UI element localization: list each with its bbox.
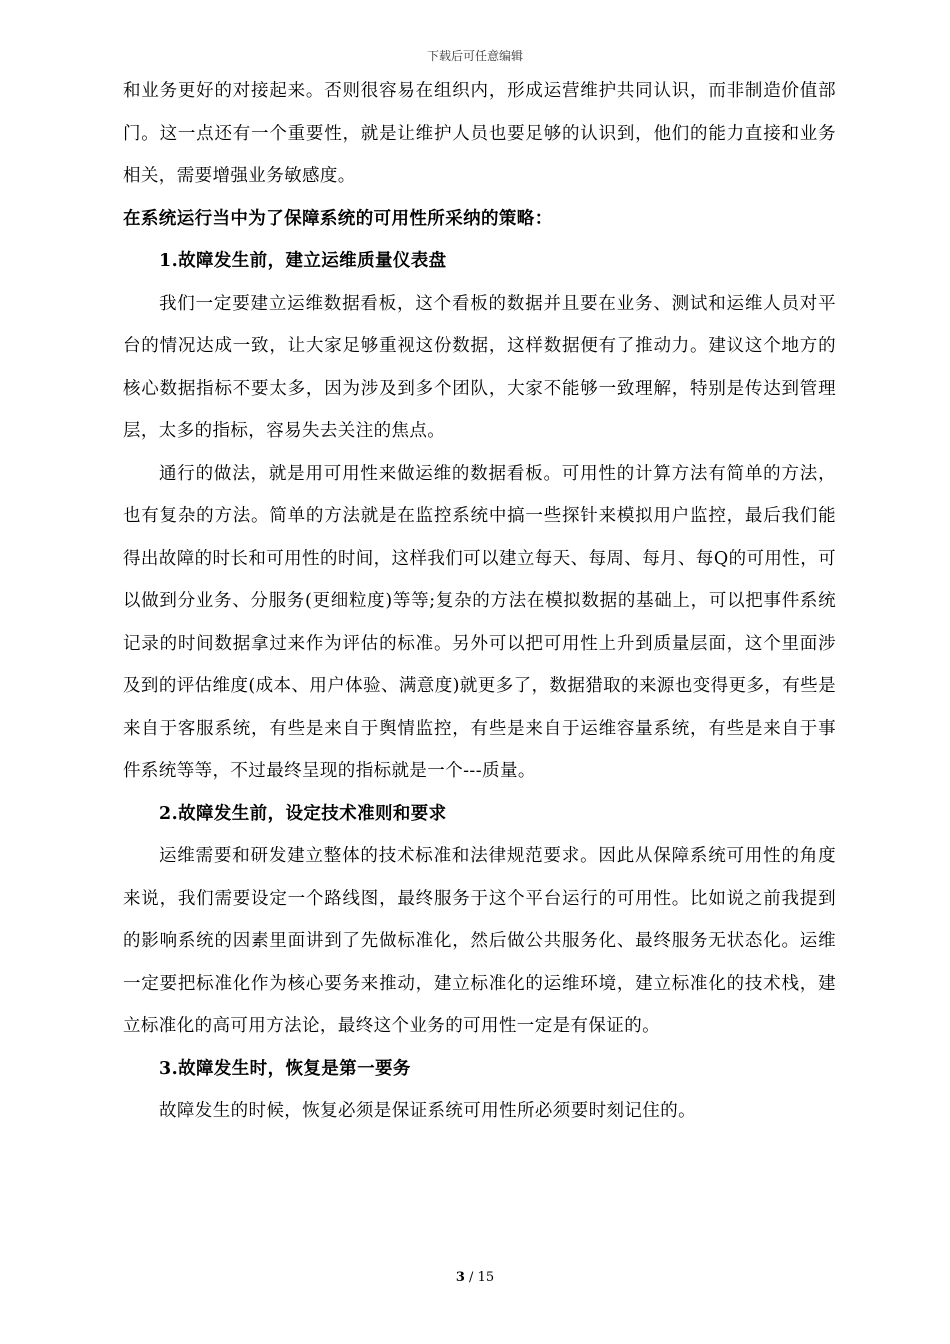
paragraph-dashboard: 我们一定要建立运维数据看板，这个看板的数据并且要在业务、测试和运维人员对平台的情况达成一致，让大家足够重视这份数据，这样数据便有了推动力。建议这个地方的核心数据指标不要太多，因为涉及到多个团队，大家不能够一致理解，特别是传达到管理层，太多的指标，容易失去关注的焦点。 [123,293,836,441]
paragraph-recovery: 故障发生的时候，恢复必须是保证系统可用性所必须要时刻记住的。 [159,1101,696,1121]
document-body [123,70,836,1133]
section-heading: 在系统运行当中为了保障系统的可用性所采纳的策略： [123,208,553,229]
page-number: 3 [455,1270,465,1285]
subheading-1: 1.故障发生前，建立运维质量仪表盘 [159,251,447,271]
subheading-2: 2.故障发生前，设定技术准则和要求 [159,803,447,824]
page-footer [0,1270,950,1285]
page-header: 下载后可任意编辑 [426,49,523,63]
paragraph-standards: 运维需要和研发建立整体的技术标准和法律规范要求。因此从保障系统可用性的角度来说，我们需要设定一个路线图，最终服务于这个平台运行的可用性。比如说之前我提到的影响系统的因素里面讲到了先做标准化，然后做公共服务化、最终服务无状态化。运维一定要把标准化作为核心要务来推动，建立标准化的运维环境，建立标准化的技术栈，建立标准化的高可用方法论，最终这个业务的可用性一定是有保证的。 [123,846,836,1036]
subheading-3: 3.故障发生时，恢复是第一要务 [159,1058,411,1079]
paragraph-availability: 通行的做法，就是用可用性来做运维的数据看板。可用性的计算方法有简单的方法，也有复杂的方法。简单的方法就是在监控系统中搞一些探针来模拟用户监控，最后我们能得出故障的时长和可用性的时间，这样我们可以建立每天、每周、每月、每Q的可用性，可以做到分业务、分服务(更细粒度)等等;复杂的方法在模拟数据的基础上，可以把事件系统记录的时间数据拿过来作为评估的标准。另外可以把可用性上升到质量层面，这个里面涉及到的评估维度(成本、用户体验、满意度)就更多了，数据猎取的来源也变得更多，有些是来自于客服系统，有些是来自于舆情监控，有些是来自于运维容量系统，有些是来自于事件系统等等，不过最终呈现的指标就是一个---质量。 [123,463,836,781]
page-total: 15 [477,1270,495,1285]
paragraph-continuation: 和业务更好的对接起来。否则很容易在组织内，形成运营维护共同认识，而非制造价值部门。这一点还有一个重要性，就是让维护人员也要足够的认识到，他们的能力直接和业务相关，需要增强业务敏感度。 [123,81,836,186]
page-separator: / [464,1270,478,1285]
